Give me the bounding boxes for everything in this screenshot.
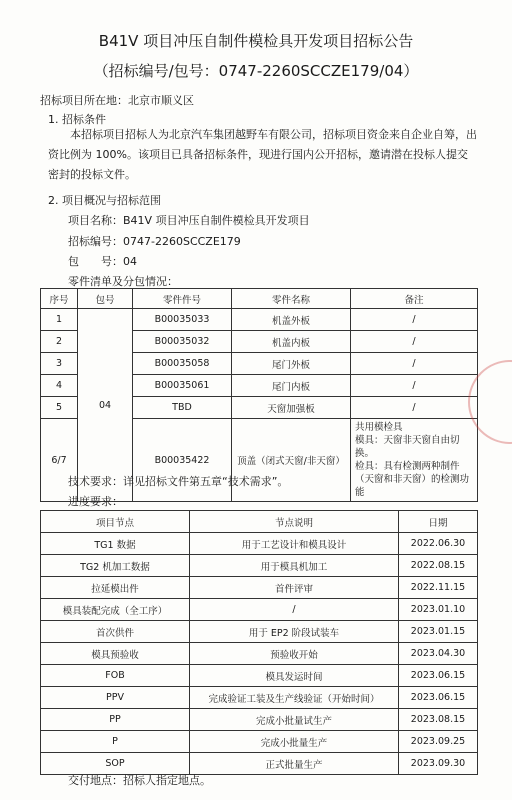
node-description: 完成小批量试生产 — [190, 709, 399, 731]
node-description: 完成小批量生产 — [190, 731, 399, 753]
node-date: 2022.08.15 — [399, 555, 478, 577]
header-cell: 日期 — [399, 511, 478, 533]
section-1-heading: 1. 招标条件 — [48, 113, 106, 126]
node-date: 2022.11.15 — [399, 577, 478, 599]
part-remark: / — [351, 331, 478, 353]
part-name: 尾门外板 — [232, 353, 351, 375]
node-description: 模具发运时间 — [190, 665, 399, 687]
node-description: 用于模具机加工 — [190, 555, 399, 577]
part-remark: 共用模检具 模具：天窗非天窗自由切换。 检具：具有检测两种制件（天窗和非天窗）的检测功能 — [351, 419, 478, 502]
row-number: 3 — [41, 353, 78, 375]
table-row — [41, 309, 478, 331]
node-date: 2023.06.15 — [399, 665, 478, 687]
node-description: 正式批量生产 — [190, 753, 399, 775]
part-number: B00035061 — [133, 375, 232, 397]
part-name: 顶盖（闭式天窗/非天窗） — [232, 419, 351, 502]
part-remark: / — [351, 375, 478, 397]
part-number: B00035032 — [133, 331, 232, 353]
node-name: SOP — [41, 753, 190, 775]
header-cell: 零件件号 — [133, 289, 232, 309]
node-name: 模具预验收 — [41, 643, 190, 665]
table-row — [41, 643, 478, 665]
table-row — [41, 577, 478, 599]
table-row — [41, 599, 478, 621]
doc-subtitle: （招标编号/包号：0747-2260SCCZE179/04） — [93, 62, 419, 80]
node-description: 预验收开始 — [190, 643, 399, 665]
package-number: 包 号：04 — [68, 255, 137, 268]
row-number: 1 — [41, 309, 78, 331]
part-name: 尾门内板 — [232, 375, 351, 397]
table-row — [41, 709, 478, 731]
node-name: PP — [41, 709, 190, 731]
node-name: FOB — [41, 665, 190, 687]
node-date: 2022.06.30 — [399, 533, 478, 555]
node-name: PPV — [41, 687, 190, 709]
part-remark: / — [351, 397, 478, 419]
parts-table — [40, 288, 478, 502]
table-row — [41, 665, 478, 687]
node-description: 完成验证工装及生产线验证（开始时间） — [190, 687, 399, 709]
node-date: 2023.04.30 — [399, 643, 478, 665]
node-description: 用于工艺设计和模具设计 — [190, 533, 399, 555]
node-name: TG2 机加工数据 — [41, 555, 190, 577]
part-number: TBD — [133, 397, 232, 419]
row-number: 6/7 — [41, 419, 78, 502]
node-name: 首次供件 — [41, 621, 190, 643]
table-row — [41, 687, 478, 709]
header-cell: 项目节点 — [41, 511, 190, 533]
part-name: 机盖内板 — [232, 331, 351, 353]
table-row — [41, 533, 478, 555]
part-remark: / — [351, 353, 478, 375]
header-cell: 包号 — [78, 289, 133, 309]
section-2-heading: 2. 项目概况与招标范围 — [48, 194, 161, 207]
package-cell: 04 — [78, 309, 133, 502]
schedule-header-row — [41, 511, 478, 533]
technical-requirements: 技术要求：详见招标文件第五章“技术需求”。 — [68, 475, 289, 488]
node-date: 2023.09.30 — [399, 753, 478, 775]
delivery-location: 交付地点：招标人指定地点。 — [68, 774, 211, 787]
row-number: 5 — [41, 397, 78, 419]
part-name: 机盖外板 — [232, 309, 351, 331]
header-cell: 节点说明 — [190, 511, 399, 533]
part-number: B00035422 — [133, 419, 232, 502]
section-1-paragraph: 本招标项目招标人为北京汽车集团越野车有限公司，招标项目资金来自企业自筹，出资比例为 100%。该项目已具备招标条件，现进行国内公开招标，邀请潜在投标人提交密封的投标文件。 — [48, 128, 477, 181]
table-row — [41, 555, 478, 577]
table-row — [41, 731, 478, 753]
header-cell: 备注 — [351, 289, 478, 309]
part-name: 天窗加强板 — [232, 397, 351, 419]
bid-number: 招标编号：0747-2260SCCZE179 — [68, 235, 241, 248]
row-number: 2 — [41, 331, 78, 353]
parts-header-row — [41, 289, 478, 309]
row-number: 4 — [41, 375, 78, 397]
node-date: 2023.08.15 — [399, 709, 478, 731]
node-description: 用于 EP2 阶段试装车 — [190, 621, 399, 643]
node-description: 首件评审 — [190, 577, 399, 599]
project-location: 招标项目所在地：北京市顺义区 — [40, 94, 194, 107]
node-date: 2023.01.15 — [399, 621, 478, 643]
node-name: 拉延模出件 — [41, 577, 190, 599]
doc-title: B41V 项目冲压自制件模检具开发项目招标公告 — [98, 32, 414, 50]
part-remark: / — [351, 309, 478, 331]
header-cell: 零件名称 — [232, 289, 351, 309]
part-number: B00035033 — [133, 309, 232, 331]
parts-heading: 零件清单及分包情况： — [68, 275, 178, 288]
table-row — [41, 621, 478, 643]
node-date: 2023.09.25 — [399, 731, 478, 753]
part-number: B00035058 — [133, 353, 232, 375]
schedule-table — [40, 510, 478, 775]
node-date: 2023.06.15 — [399, 687, 478, 709]
node-name: P — [41, 731, 190, 753]
node-name: TG1 数据 — [41, 533, 190, 555]
schedule-heading: 进度要求： — [68, 495, 123, 508]
node-date: 2023.01.10 — [399, 599, 478, 621]
project-name: 项目名称：B41V 项目冲压自制件模检具开发项目 — [68, 214, 310, 227]
header-cell: 序号 — [41, 289, 78, 309]
node-description: / — [190, 599, 399, 621]
node-name: 模具装配完成（全工序） — [41, 599, 190, 621]
